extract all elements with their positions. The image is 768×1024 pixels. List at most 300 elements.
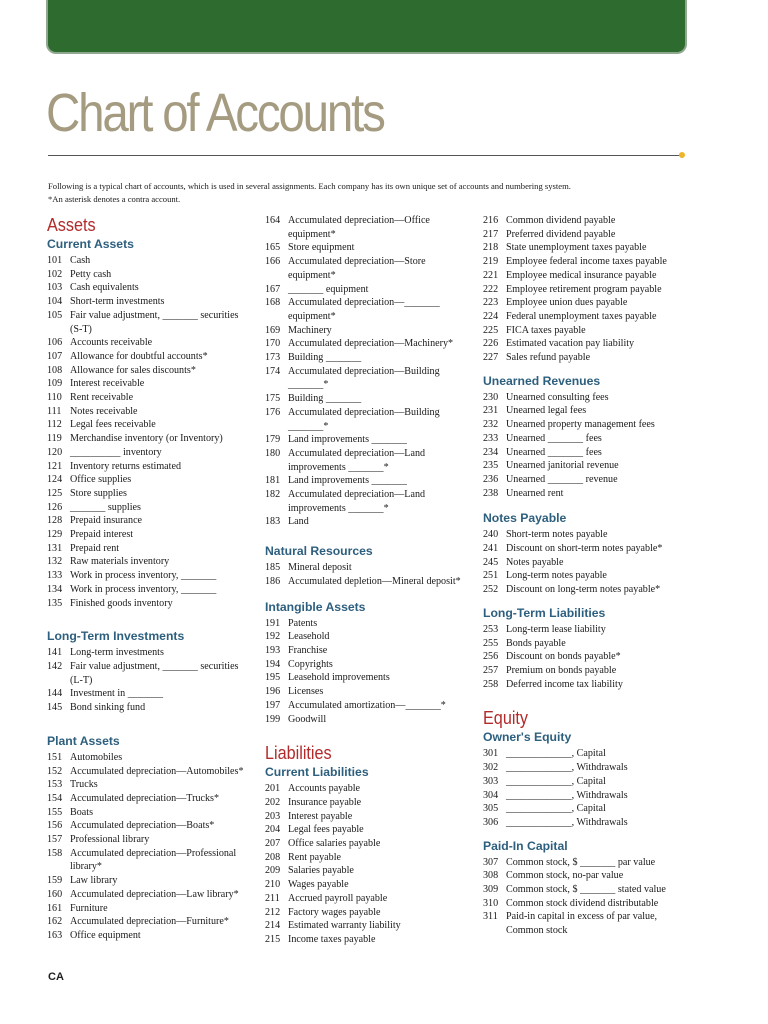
account-number: 121	[47, 460, 63, 472]
account-name-line: Unearned property management fees	[506, 419, 655, 431]
account-name	[288, 933, 480, 947]
account-number: 179	[265, 434, 281, 446]
account-165	[265, 241, 480, 255]
subsection-heading-current-assets: Current Assets	[47, 237, 134, 251]
account-name	[70, 542, 257, 556]
account-152	[47, 765, 257, 779]
account-name	[288, 617, 480, 631]
account-name	[506, 637, 698, 651]
account-number: 134	[47, 583, 63, 595]
account-number: 154	[47, 792, 63, 804]
account-number: 167	[265, 283, 281, 295]
account-191	[265, 617, 480, 631]
account-name	[506, 391, 698, 405]
page-title: Chart of Accounts	[46, 83, 384, 143]
account-305	[483, 802, 698, 816]
account-245	[483, 556, 698, 570]
account-number: 201	[265, 783, 281, 795]
account-number: 104	[47, 296, 63, 308]
account-231	[483, 404, 698, 418]
account-name-line: Rent receivable	[70, 392, 134, 404]
account-number: 256	[483, 651, 499, 663]
account-name-line: Work in process inventory, _______	[70, 583, 217, 595]
account-name-line: Accrued payroll payable	[288, 892, 388, 904]
account-name-line: equipment*	[288, 269, 336, 281]
account-167	[265, 283, 480, 297]
account-name-line: Accumulated depreciation—Automobiles*	[70, 765, 244, 777]
account-number: 125	[47, 487, 63, 499]
account-217	[483, 228, 698, 242]
account-132	[47, 555, 257, 569]
account-name	[70, 254, 257, 268]
accounts-column-3	[483, 214, 698, 938]
account-name-line: Investment in _______	[70, 688, 164, 700]
account-164	[265, 214, 480, 241]
account-name-line: Common stock dividend distributable	[506, 897, 659, 909]
account-name	[288, 255, 480, 282]
account-number: 106	[47, 337, 63, 349]
account-number: 305	[483, 803, 499, 815]
account-185	[265, 561, 480, 575]
account-name-line: improvements _______*	[288, 502, 389, 514]
account-241	[483, 542, 698, 556]
account-number: 142	[47, 660, 63, 672]
account-name-line: __________ inventory	[70, 446, 162, 458]
account-number: 223	[483, 297, 499, 309]
account-number: 235	[483, 460, 499, 472]
account-230	[483, 391, 698, 405]
account-name-line: Notes receivable	[70, 405, 138, 417]
account-name	[506, 228, 698, 242]
account-number: 162	[47, 916, 63, 928]
account-number: 174	[265, 365, 281, 377]
account-number: 103	[47, 282, 63, 294]
account-number: 145	[47, 702, 63, 714]
account-175	[265, 392, 480, 406]
account-name-line: Prepaid interest	[70, 529, 134, 541]
account-131	[47, 542, 257, 556]
account-number: 224	[483, 310, 499, 322]
account-258	[483, 678, 698, 692]
account-name-line: FICA taxes payable	[506, 324, 586, 336]
account-number: 112	[47, 419, 62, 431]
account-212	[265, 906, 480, 920]
account-107	[47, 350, 257, 364]
account-number: 119	[47, 433, 62, 445]
account-name-line: Petty cash	[70, 268, 112, 280]
account-name-line: Franchise	[288, 644, 328, 656]
account-name	[70, 555, 257, 569]
account-number: 307	[483, 856, 499, 868]
account-number: 157	[47, 834, 63, 846]
account-number: 180	[265, 447, 281, 459]
account-103	[47, 281, 257, 295]
account-name-line: Accumulated amortization—_______*	[288, 699, 446, 711]
account-number: 132	[47, 556, 63, 568]
account-183	[265, 515, 480, 529]
account-name-line: Accumulated depreciation—Professional	[70, 847, 237, 859]
account-101	[47, 254, 257, 268]
account-name-line: Unearned legal fees	[506, 405, 587, 417]
subsection-heading-unearned-revenues: Unearned Revenues	[483, 373, 601, 388]
account-number: 164	[265, 215, 281, 226]
account-name-line: _____________, Capital	[506, 748, 606, 760]
account-name	[506, 487, 698, 501]
account-name	[288, 878, 480, 892]
account-name-line: Accumulated depreciation—Building	[288, 406, 440, 418]
account-name	[288, 906, 480, 920]
account-name	[70, 597, 257, 611]
account-180	[265, 447, 480, 474]
account-name-line: Goodwill	[288, 713, 327, 725]
account-name	[288, 796, 480, 810]
account-105	[47, 309, 257, 336]
account-name-line: Patents	[288, 617, 318, 629]
account-name	[70, 460, 257, 474]
account-name	[288, 782, 480, 796]
account-202	[265, 796, 480, 810]
account-233	[483, 432, 698, 446]
account-name	[70, 350, 257, 364]
account-311	[483, 910, 698, 937]
title-rule	[48, 155, 680, 156]
account-name	[70, 874, 257, 888]
account-name-line: Land	[288, 516, 309, 528]
account-number: 199	[265, 713, 281, 725]
account-name-line: Interest payable	[288, 810, 353, 822]
account-142	[47, 660, 257, 687]
account-number: 168	[265, 297, 281, 309]
account-name-line: Machinery	[288, 324, 332, 336]
account-name	[506, 255, 698, 269]
account-210	[265, 878, 480, 892]
account-name	[70, 295, 257, 309]
subsection-heading-long-term-liabilities: Long-Term Liabilities	[483, 605, 606, 620]
account-name-line: Leasehold improvements	[288, 672, 390, 684]
account-name-line: Mineral deposit	[288, 562, 352, 574]
account-name-line: Finished goods inventory	[70, 597, 173, 609]
account-number: 192	[265, 631, 281, 643]
account-name-line: Unearned rent	[506, 487, 564, 499]
account-name-line: _______*	[288, 379, 329, 391]
account-number: 173	[265, 352, 281, 364]
account-name-line: Building _______	[288, 352, 362, 364]
account-name-line: Leasehold	[288, 631, 330, 643]
account-name	[70, 819, 257, 833]
account-number: 156	[47, 820, 63, 832]
account-number: 161	[47, 902, 63, 914]
account-222	[483, 283, 698, 297]
account-307	[483, 856, 698, 870]
account-154	[47, 792, 257, 806]
account-name-line: Employee retirement program payable	[506, 283, 662, 295]
account-number: 170	[265, 338, 281, 350]
account-112	[47, 418, 257, 432]
account-108	[47, 364, 257, 378]
account-number: 194	[265, 658, 281, 670]
account-257	[483, 664, 698, 678]
account-name	[506, 241, 698, 255]
account-236	[483, 473, 698, 487]
account-201	[265, 782, 480, 796]
account-161	[47, 902, 257, 916]
account-number: 183	[265, 516, 281, 528]
account-name-line: Common stock, $ _______ stated value	[506, 884, 666, 896]
account-135	[47, 597, 257, 611]
account-name-line: Long-term lease liability	[506, 623, 606, 635]
account-number: 219	[483, 256, 499, 268]
account-name-line: Furniture	[70, 902, 108, 914]
account-181	[265, 474, 480, 488]
account-197	[265, 699, 480, 713]
account-199	[265, 713, 480, 727]
account-name	[288, 644, 480, 658]
account-name	[70, 268, 257, 282]
account-168	[265, 296, 480, 323]
account-number: 303	[483, 775, 499, 787]
account-235	[483, 459, 698, 473]
account-153	[47, 778, 257, 792]
account-number: 182	[265, 489, 281, 501]
account-name	[288, 283, 480, 297]
account-name-line: Accumulated depreciation—Trucks*	[70, 792, 220, 804]
account-name	[70, 446, 257, 460]
account-name-line: Salaries payable	[288, 865, 354, 877]
account-name	[288, 324, 480, 338]
account-207	[265, 837, 480, 851]
account-name-line: Common dividend payable	[506, 215, 616, 226]
account-name	[70, 792, 257, 806]
account-name-line: Bonds payable	[506, 637, 566, 649]
account-name	[506, 856, 698, 870]
account-name-line: Accumulated depreciation—Land	[288, 489, 426, 501]
account-226	[483, 337, 698, 351]
account-129	[47, 528, 257, 542]
account-number: 191	[265, 617, 281, 629]
account-253	[483, 623, 698, 637]
account-124	[47, 473, 257, 487]
account-name-line: Long-term notes payable	[506, 570, 607, 582]
account-name	[70, 888, 257, 902]
account-133	[47, 569, 257, 583]
account-name	[288, 351, 480, 365]
account-name-line: Insurance payable	[288, 796, 362, 808]
account-name-line: Accumulated depreciation—Machinery*	[288, 338, 454, 350]
account-name	[506, 883, 698, 897]
account-name	[506, 310, 698, 324]
account-106	[47, 336, 257, 350]
account-104	[47, 295, 257, 309]
account-186	[265, 575, 480, 589]
account-name	[288, 214, 480, 241]
account-number: 255	[483, 637, 499, 649]
account-name-line: Allowance for doubtful accounts*	[70, 350, 208, 362]
account-name-line: Paid-in capital in excess of par value,	[506, 911, 658, 923]
account-name-line: Factory wages payable	[288, 906, 381, 918]
account-name-line: Land improvements _______	[288, 475, 407, 487]
account-number: 124	[47, 474, 63, 486]
account-name-line: Unearned _______ revenue	[506, 473, 618, 485]
account-number: 163	[47, 929, 63, 941]
account-308	[483, 869, 698, 883]
account-162	[47, 915, 257, 929]
account-name-line: Estimated warranty liability	[288, 920, 401, 932]
account-number: 232	[483, 419, 499, 431]
account-number: 193	[265, 644, 281, 656]
account-number: 208	[265, 851, 281, 863]
account-name-line: Accumulated depreciation—Land	[288, 447, 426, 459]
account-name	[506, 337, 698, 351]
account-name-line: Accounts receivable	[70, 337, 153, 349]
account-name	[288, 515, 480, 529]
account-214	[265, 919, 480, 933]
account-name-line: _____________, Capital	[506, 803, 606, 815]
header-band	[48, 0, 685, 52]
account-name	[506, 351, 698, 365]
account-name-line: improvements _______*	[288, 461, 389, 473]
account-name-line: Discount on short-term notes payable*	[506, 543, 663, 555]
account-name	[288, 296, 480, 323]
account-232	[483, 418, 698, 432]
account-name-line: Accumulated depreciation—Building	[288, 365, 440, 377]
account-name	[288, 488, 480, 515]
account-name	[70, 701, 257, 715]
account-number: 234	[483, 446, 499, 458]
account-number: 151	[47, 751, 63, 763]
account-name-line: Accumulated depreciation—Office	[288, 215, 430, 226]
account-number: 241	[483, 543, 499, 555]
account-name-line: Common stock, $ _______ par value	[506, 856, 656, 868]
account-name	[506, 404, 698, 418]
account-209	[265, 864, 480, 878]
account-name	[70, 833, 257, 847]
account-name-line: Unearned janitorial revenue	[506, 460, 619, 472]
account-name	[506, 269, 698, 283]
account-name-line: Law library	[70, 875, 118, 887]
account-name	[70, 929, 257, 943]
account-number: 131	[47, 542, 63, 554]
account-219	[483, 255, 698, 269]
account-name	[70, 336, 257, 350]
account-name-line: Estimated vacation pay liability	[506, 338, 635, 350]
account-number: 252	[483, 584, 499, 596]
account-name	[70, 487, 257, 501]
account-155	[47, 806, 257, 820]
accounts-column-1	[47, 214, 257, 943]
account-number: 215	[265, 933, 281, 945]
account-number: 233	[483, 432, 499, 444]
account-203	[265, 810, 480, 824]
account-192	[265, 630, 480, 644]
account-name-line: Wages payable	[288, 879, 349, 891]
account-number: 306	[483, 816, 499, 828]
account-173	[265, 351, 480, 365]
account-name-line: Premium on bonds payable	[506, 664, 617, 676]
account-number: 216	[483, 215, 499, 226]
account-number: 218	[483, 242, 499, 254]
account-204	[265, 823, 480, 837]
account-144	[47, 687, 257, 701]
account-name	[70, 569, 257, 583]
account-name	[506, 816, 698, 830]
account-name	[506, 569, 698, 583]
account-216	[483, 214, 698, 228]
account-name-line: Unearned consulting fees	[506, 391, 609, 403]
account-number: 158	[47, 847, 63, 859]
account-number: 153	[47, 779, 63, 791]
account-name-line: _____________, Capital	[506, 775, 606, 787]
account-name	[506, 446, 698, 460]
account-number: 108	[47, 364, 63, 376]
account-240	[483, 528, 698, 542]
account-211	[265, 892, 480, 906]
account-number: 160	[47, 888, 63, 900]
account-182	[265, 488, 480, 515]
account-name	[506, 664, 698, 678]
account-302	[483, 761, 698, 775]
account-name-line: Legal fees receivable	[70, 419, 156, 431]
account-name-line: Professional library	[70, 834, 150, 846]
account-name-line: _____________, Withdrawals	[506, 762, 628, 774]
account-name-line: Notes payable	[506, 556, 564, 568]
account-name	[288, 392, 480, 406]
account-name-line: _______ supplies	[70, 501, 141, 513]
subsection-heading-current-liabilities: Current Liabilities	[265, 765, 369, 780]
account-name-line: Fair value adjustment, _______ securities	[70, 660, 239, 672]
account-name	[70, 528, 257, 542]
account-name-line: Long-term investments	[70, 647, 164, 659]
account-225	[483, 324, 698, 338]
account-name	[70, 391, 257, 405]
subsection-heading-owner-s-equity: Owner's Equity	[483, 730, 572, 745]
account-name	[288, 433, 480, 447]
account-name	[288, 823, 480, 837]
account-name	[70, 765, 257, 779]
account-number: 197	[265, 699, 281, 711]
account-110	[47, 391, 257, 405]
account-121	[47, 460, 257, 474]
account-name	[288, 810, 480, 824]
intro-line: Following is a typical chart of accounts, which is used in several assignments. Each company has its own unique set of accounts and numbering system.	[48, 181, 571, 191]
account-name-line: Store equipment	[288, 242, 355, 254]
account-255	[483, 637, 698, 651]
account-name	[506, 556, 698, 570]
account-number: 105	[47, 309, 63, 321]
account-name	[288, 892, 480, 906]
account-number: 226	[483, 338, 499, 350]
account-name-line: Office equipment	[70, 929, 141, 941]
account-227	[483, 351, 698, 365]
account-name-line: Building _______	[288, 393, 362, 405]
account-name	[70, 902, 257, 916]
account-name-line: Inventory returns estimated	[70, 460, 181, 472]
subsection-heading-long-term-investments: Long-Term Investments	[47, 629, 185, 644]
account-number: 186	[265, 575, 281, 587]
account-name-line: Accumulated depreciation—Boats*	[70, 820, 215, 832]
account-name-line: equipment*	[288, 228, 336, 240]
account-name-line: Discount on long-term notes payable*	[506, 584, 661, 596]
accounts-column-2	[265, 214, 480, 947]
account-name	[506, 283, 698, 297]
account-number: 211	[265, 892, 280, 904]
account-name-line: Automobiles	[70, 751, 123, 763]
account-309	[483, 883, 698, 897]
account-109	[47, 377, 257, 391]
account-number: 202	[265, 796, 281, 808]
account-number: 302	[483, 762, 499, 774]
account-number: 212	[265, 906, 281, 918]
account-name	[288, 365, 480, 392]
